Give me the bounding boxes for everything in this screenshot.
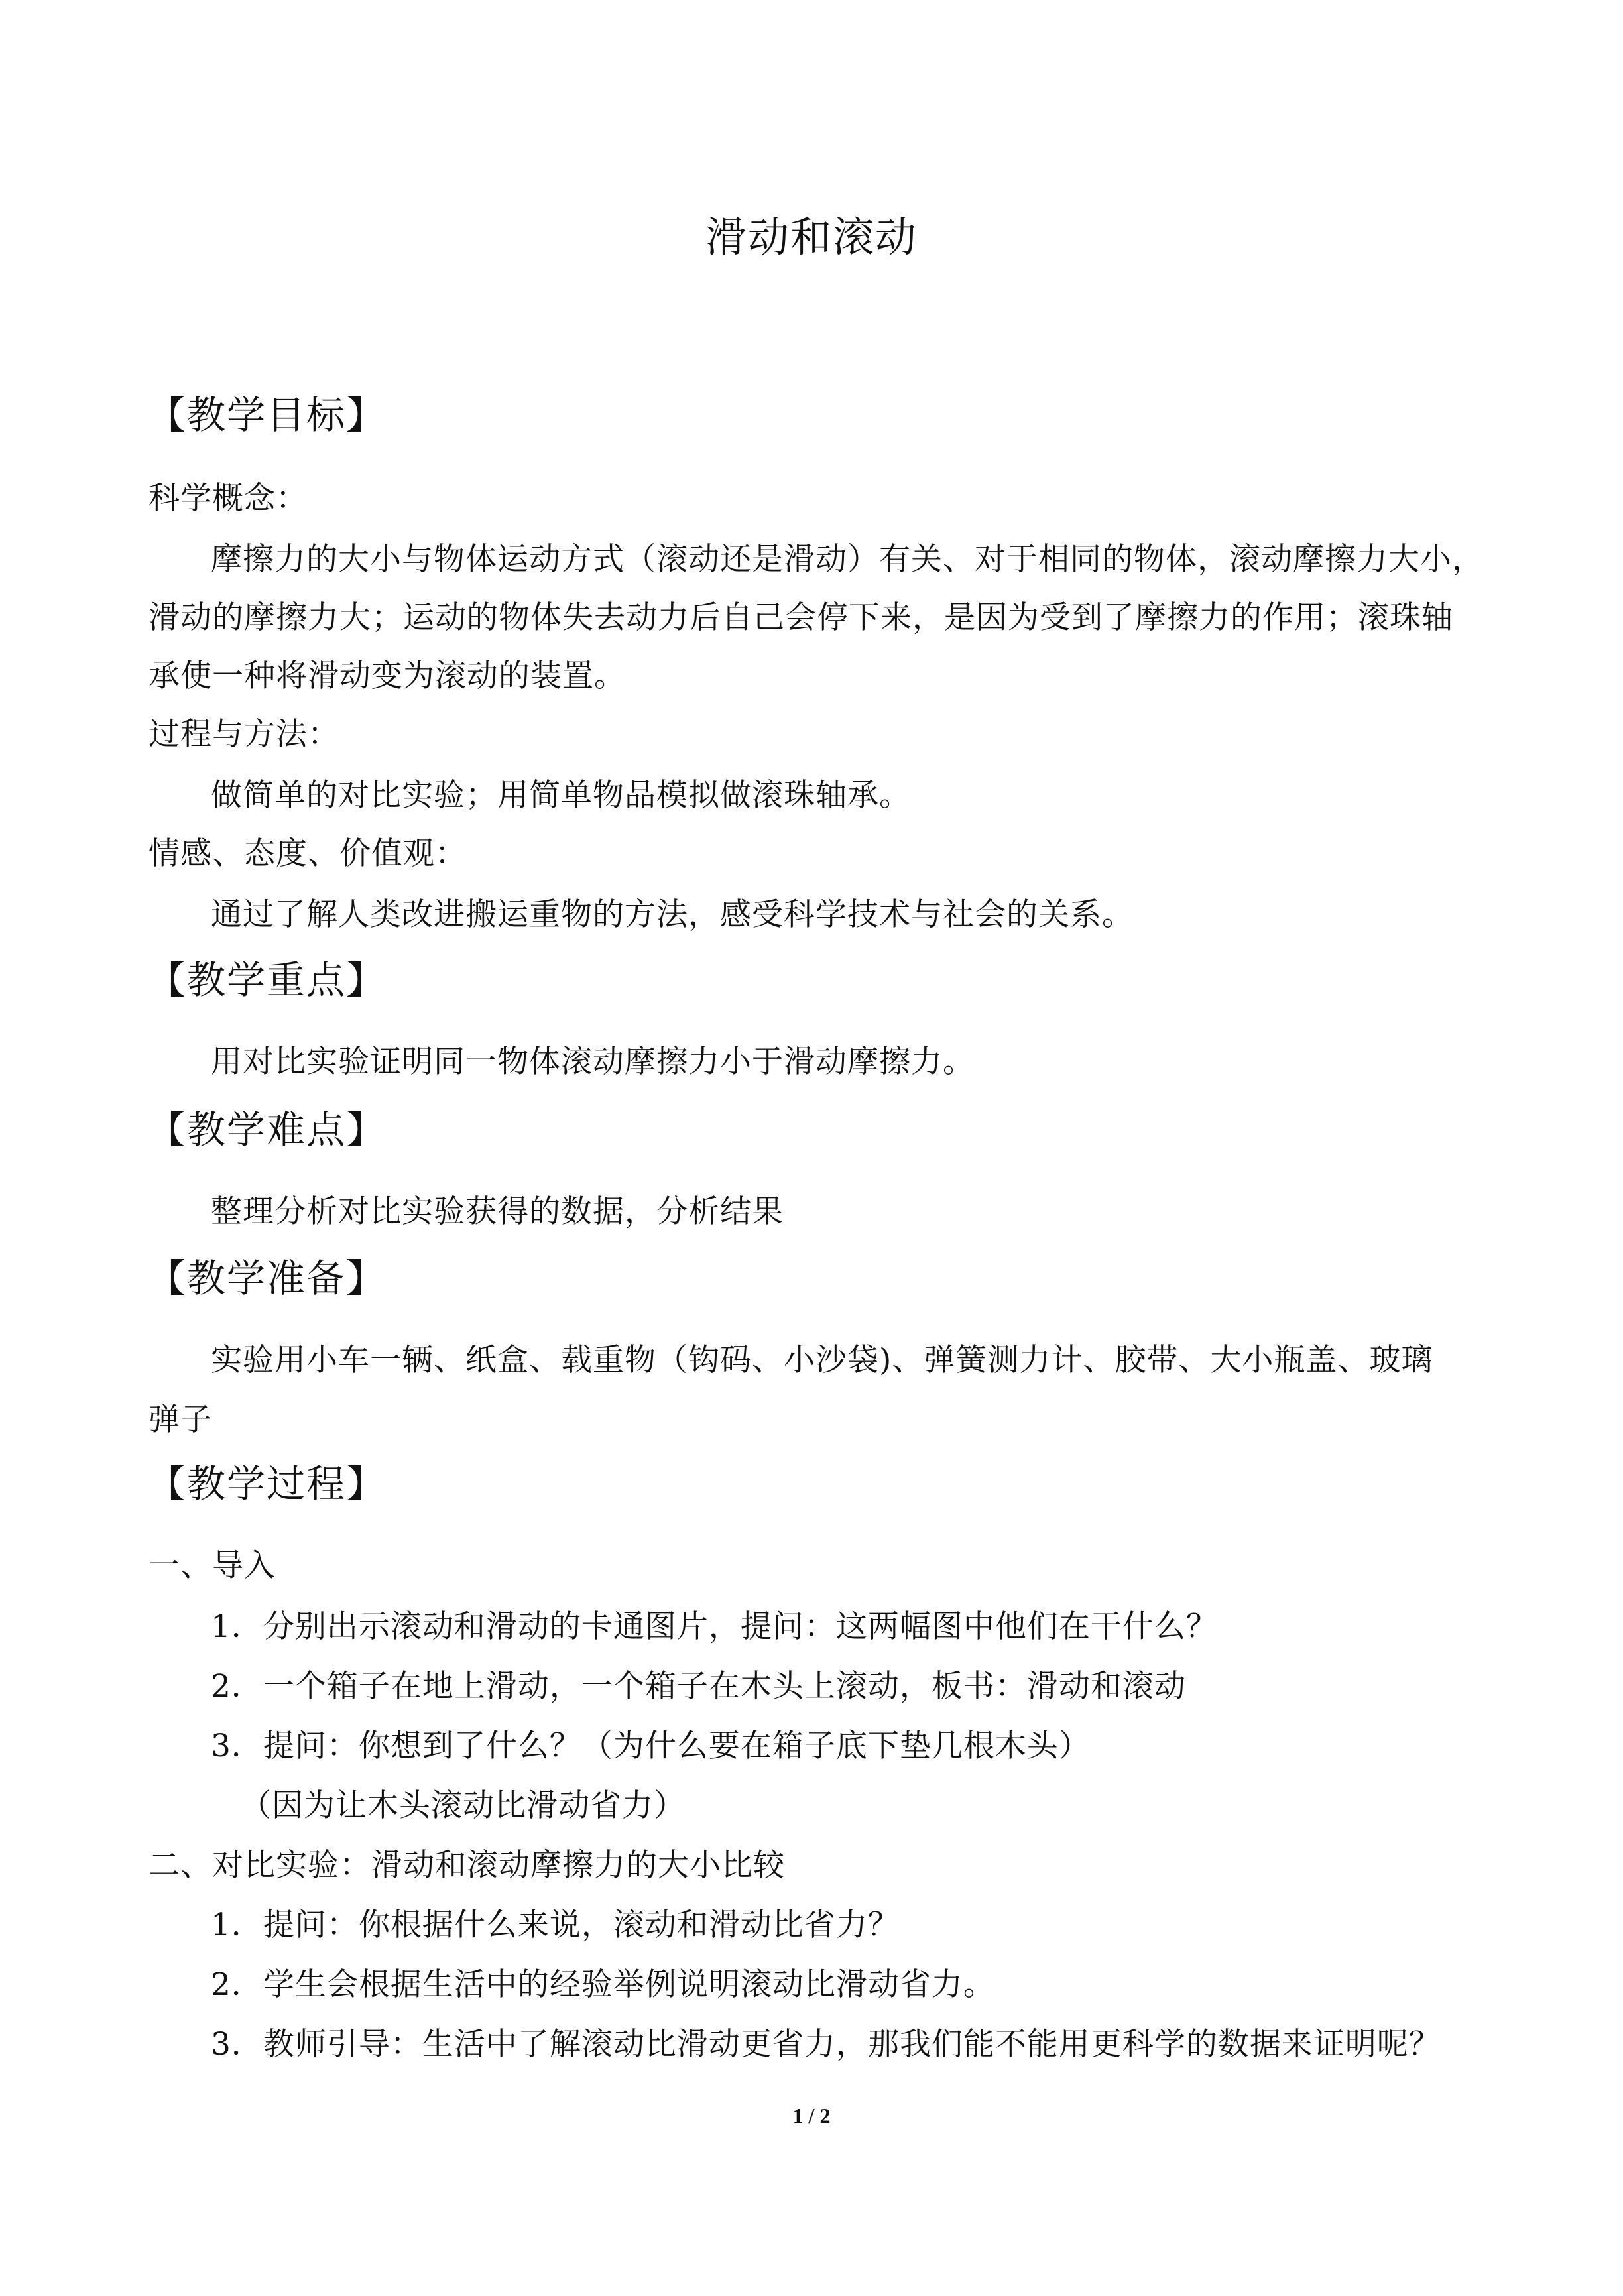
part2-item-3: 3．教师引导：生活中了解滚动比滑动更省力，那我们能不能用更科学的数据来证明呢？ [211, 2026, 1441, 2063]
heading-process: 【教学过程】 [147, 1461, 387, 1506]
preparation-line-2: 弹子 [149, 1402, 212, 1438]
part1-item-1: 1．分别出示滚动和滑动的卡通图片，提问：这两幅图中他们在干什么？ [211, 1608, 1218, 1645]
process-label: 过程与方法： [149, 716, 339, 753]
emotion-label: 情感、态度、价值观： [149, 835, 467, 872]
heading-objectives: 【教学目标】 [147, 393, 387, 438]
key-points-text: 用对比实验证明同一物体滚动摩擦力小于滑动摩擦力。 [211, 1044, 975, 1080]
part2-item-1: 1．提问：你根据什么来说，滚动和滑动比省力？ [211, 1907, 900, 1943]
concept-line-3: 承使一种将滑动变为滚动的装置。 [149, 658, 626, 694]
concept-label: 科学概念： [149, 480, 308, 516]
heading-difficulties: 【教学难点】 [147, 1107, 387, 1152]
document-title: 滑动和滚动 [705, 213, 918, 261]
heading-preparation: 【教学准备】 [147, 1256, 387, 1301]
difficulties-text: 整理分析对比实验获得的数据，分析结果 [211, 1193, 784, 1230]
part1-answer: （因为让木头滚动比滑动省力） [240, 1787, 686, 1824]
process-text: 做简单的对比实验；用简单物品模拟做滚珠轴承。 [211, 777, 911, 814]
emotion-text: 通过了解人类改进搬运重物的方法，感受科学技术与社会的关系。 [211, 896, 1134, 933]
heading-key-points: 【教学重点】 [147, 957, 387, 1002]
preparation-line-1: 实验用小车一辆、纸盒、载重物（钩码、小沙袋)、弹簧测力计、胶带、大小瓶盖、玻璃 [211, 1342, 1433, 1378]
concept-line-2: 滑动的摩擦力大；运动的物体失去动力后自己会停下来，是因为受到了摩擦力的作用；滚珠轴 [149, 599, 1453, 636]
part1-item-2: 2．一个箱子在地上滑动，一个箱子在木头上滚动，板书：滑动和滚动 [211, 1668, 1186, 1705]
part2-title: 二、对比实验：滑动和滚动摩擦力的大小比较 [149, 1847, 785, 1884]
page-number: 1 / 2 [792, 2104, 831, 2128]
part1-title: 一、导入 [149, 1547, 276, 1584]
part2-item-2: 2．学生会根据生活中的经验举例说明滚动比滑动省力。 [211, 1966, 995, 2003]
part1-item-3: 3．提问：你想到了什么？（为什么要在箱子底下垫几根木头） [211, 1728, 1091, 1764]
concept-line-1: 摩擦力的大小与物体运动方式（滚动还是滑动）有关、对于相同的物体，滚动摩擦力大小， [211, 541, 1484, 577]
